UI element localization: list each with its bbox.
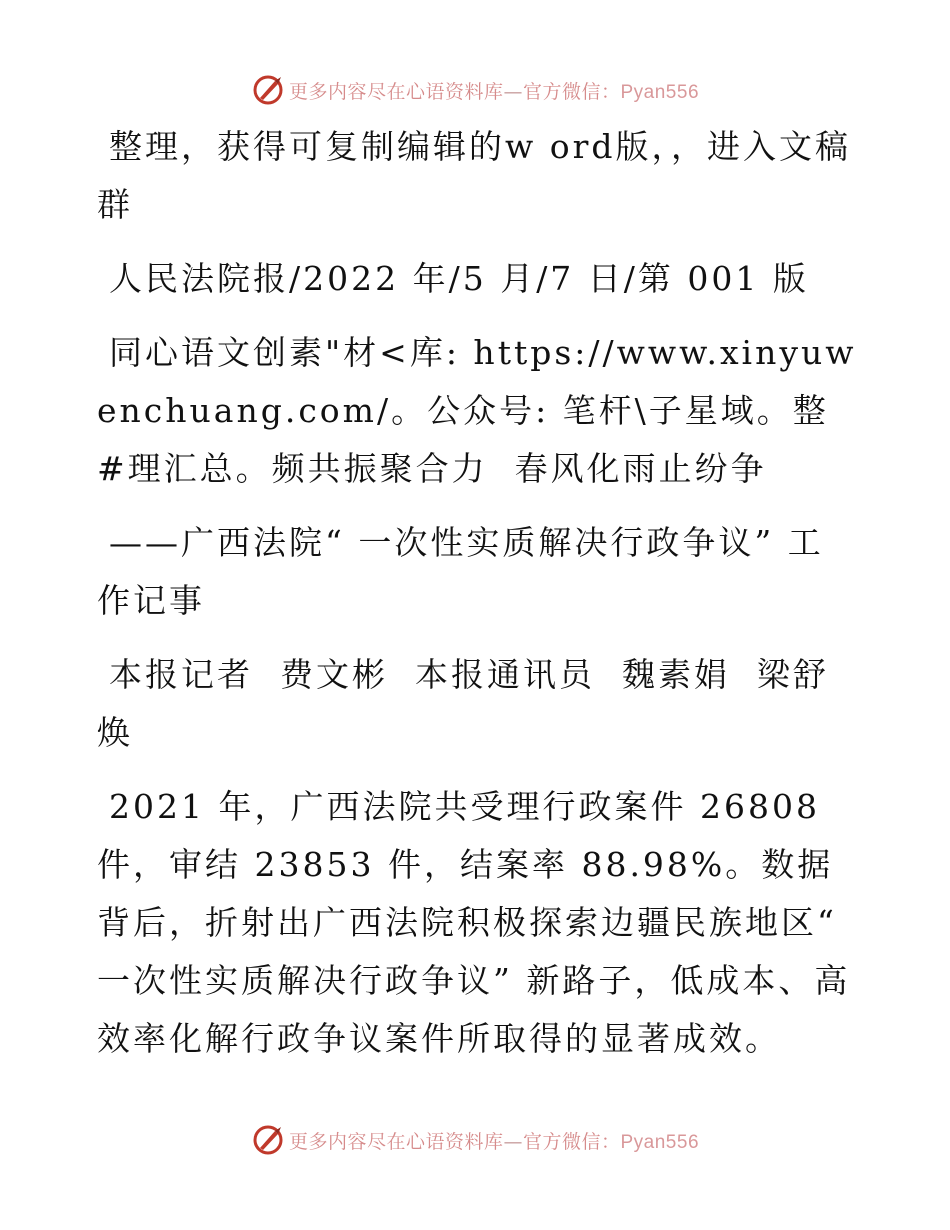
byline: 本报记者 费文彬 本报通讯员 魏素娟 梁舒焕: [97, 655, 829, 752]
banner-main-text: 更多内容尽在心语资料库: [288, 80, 504, 103]
header-watermark-banner: [0, 70, 950, 110]
body-paragraph: 2021 年，广西法院共受理行政案件 26808 件，审结 23853 件，结案率 88.98%。数据背后，折射出广西法院积极探索边疆民族地区“ 一次性实质解决行政争议” 新路子，低成本、高效率化解行政争议案件所取得的显著成效。: [97, 787, 851, 1058]
feather-pen-icon: [251, 1123, 285, 1157]
banner-official-label: 官方微信：: [522, 80, 621, 103]
source-line: 人民法院报/2022 年/5 月/7 日/第 001 版: [109, 259, 809, 298]
article-subtitle: ——广西法院“ 一次性实质解决行政争议” 工作记事: [97, 523, 824, 620]
banner-wechat-handle: Pyan556: [620, 1131, 700, 1153]
banner-text: [289, 77, 699, 104]
banner-official-label: 官方微信：: [522, 1130, 621, 1153]
banner-main-text: 更多内容尽在心语资料库: [288, 1130, 504, 1153]
document-body: [97, 118, 857, 1084]
intro-paragraph: 整理，获得可复制编辑的w ord版，，进入文稿群: [97, 127, 852, 224]
footer-watermark-banner: [0, 1120, 950, 1160]
banner-text: [289, 1127, 699, 1154]
source-info-paragraph: 同心语文创素"材<库: https://www.xinyuwenchuang.com/。公众号: 笔杆\子星域。整#理汇总。频共振聚合力 春风化雨止纷争: [97, 333, 857, 488]
banner-wechat-handle: Pyan556: [620, 81, 700, 103]
feather-pen-icon: [251, 73, 285, 107]
banner-separator: —: [503, 80, 523, 103]
banner-separator: —: [503, 1130, 523, 1153]
